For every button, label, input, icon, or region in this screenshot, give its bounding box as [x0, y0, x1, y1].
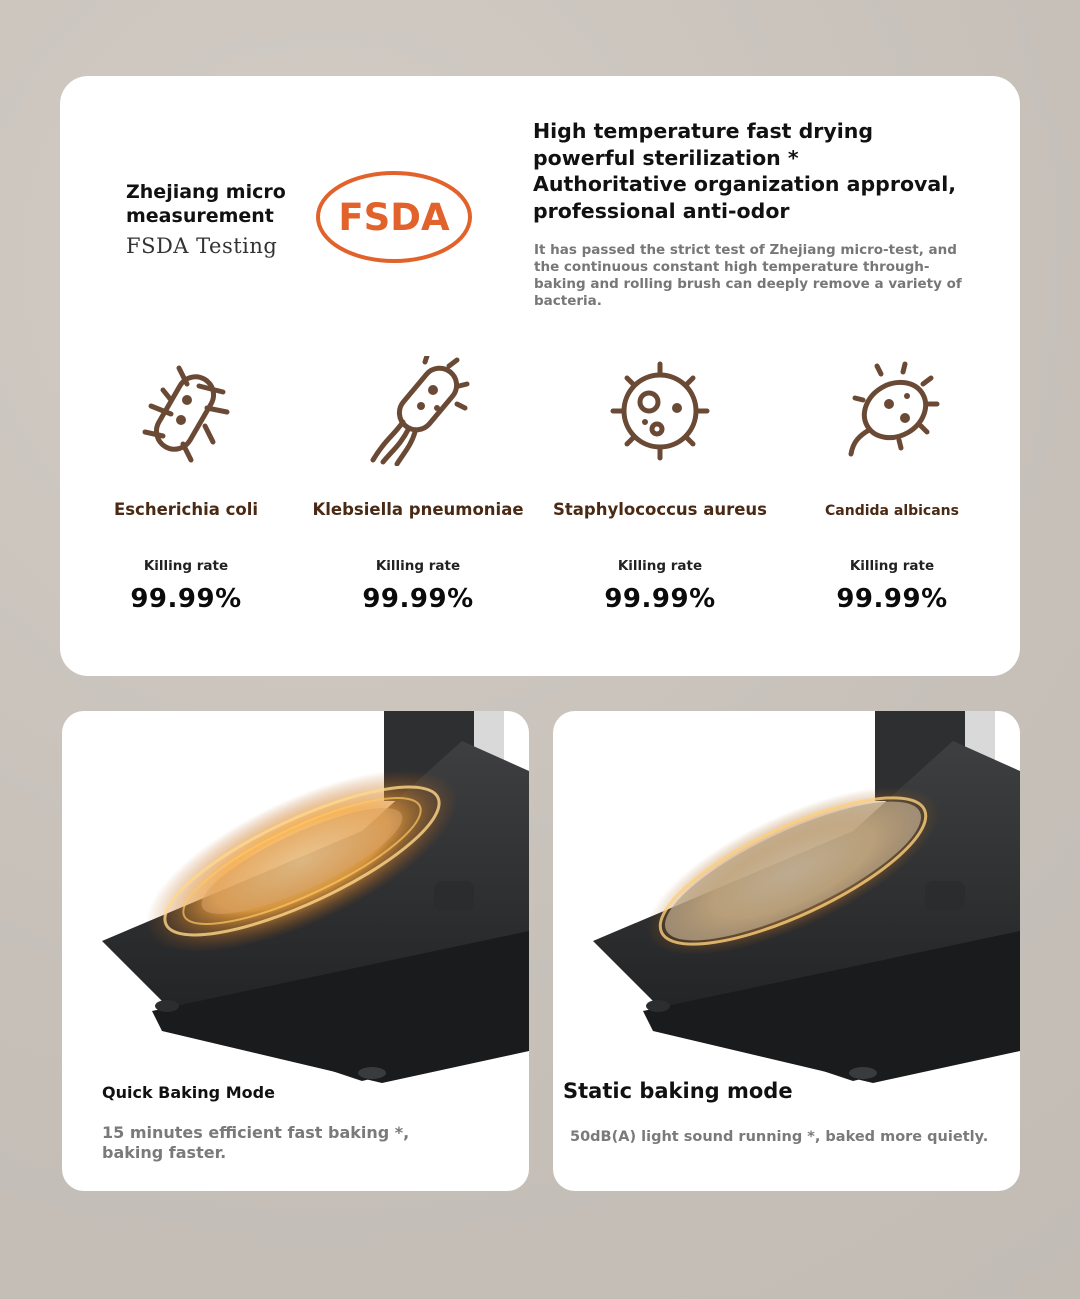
quick-baking-card — [62, 711, 529, 1191]
certification-caption — [126, 180, 316, 258]
caption-line-1: Zhejiang micro — [126, 181, 286, 203]
killing-rate-label: Killing rate — [617, 558, 703, 574]
bacteria-name: Candida albicans — [825, 503, 959, 519]
vacuum-roller-illustration — [62, 711, 529, 1191]
bacteria-name: Klebsiella pneumoniae — [312, 500, 524, 519]
headline — [533, 118, 973, 224]
caption-line-2: measurement — [126, 205, 274, 227]
mode-description-line-2: baking faster. — [102, 1143, 227, 1162]
headline-line-4: professional anti-odor — [533, 198, 790, 223]
killing-rate-value: 99.99% — [130, 584, 242, 614]
bacteria-item-candida — [782, 356, 1002, 614]
killing-rate-label: Killing rate — [375, 558, 461, 574]
vacuum-roller-illustration — [553, 711, 1020, 1191]
bacteria-item-e-coli — [76, 356, 296, 614]
static-baking-card — [553, 711, 1020, 1191]
killing-rate-value: 99.99% — [604, 584, 716, 614]
fsda-logo — [315, 170, 473, 264]
killing-rate-label: Killing rate — [849, 558, 935, 574]
mode-description — [102, 1123, 409, 1163]
killing-rate-value: 99.99% — [362, 584, 474, 614]
fsda-logo-text: FSDA — [338, 196, 450, 239]
caption-testing: FSDA Testing — [126, 234, 278, 258]
candida-icon — [837, 356, 947, 466]
description: It has passed the strict test of Zhejiang micro-test, and the continuous constant high temperature through-baking and rolling brush can deeply remove a variety of bacteria. — [534, 242, 962, 309]
bacteria-item-staphylococcus — [550, 356, 770, 614]
killing-rate-label: Killing rate — [143, 558, 229, 574]
headline-line-3: Authoritative organization approval, — [533, 172, 957, 196]
mode-description-line-1: 15 minutes efficient fast baking *, — [102, 1123, 410, 1142]
klebsiella-icon — [363, 356, 473, 466]
staphylococcus-icon — [605, 356, 715, 466]
e-coli-icon — [131, 356, 241, 466]
mode-description: 50dB(A) light sound running *, baked more quietly. — [570, 1129, 989, 1145]
headline-line-2: powerful sterilization * — [533, 145, 799, 170]
mode-title: Static baking mode — [563, 1079, 793, 1103]
bacteria-name: Escherichia coli — [113, 500, 259, 519]
mode-title: Quick Baking Mode — [102, 1083, 275, 1102]
headline-line-1: High temperature fast drying — [533, 119, 874, 143]
bacteria-name: Staphylococcus aureus — [553, 500, 767, 519]
bacteria-item-klebsiella — [308, 356, 528, 614]
killing-rate-value: 99.99% — [836, 584, 948, 614]
sterilization-card — [60, 76, 1020, 676]
